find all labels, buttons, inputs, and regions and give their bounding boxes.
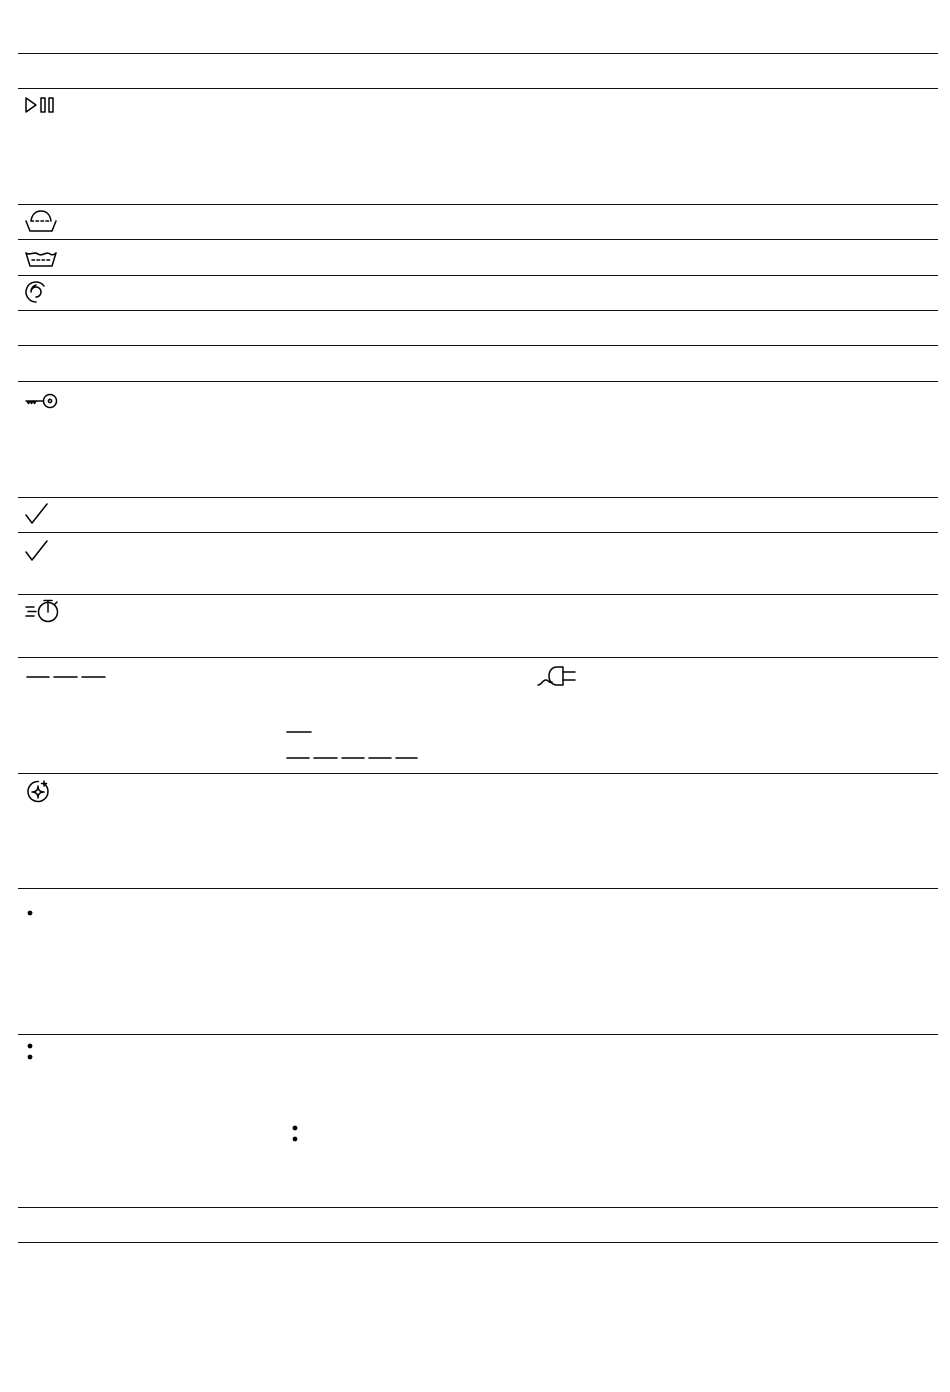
table-row-divider xyxy=(18,773,938,774)
table-row-divider xyxy=(18,381,938,382)
table-row-divider xyxy=(18,1207,938,1208)
single-dot-indicator xyxy=(27,910,33,916)
five-dashes-indicator xyxy=(286,756,418,760)
single-dash-indicator xyxy=(286,730,312,734)
table-row-divider xyxy=(18,88,938,89)
table-row-divider xyxy=(18,275,938,276)
child-lock-key-icon xyxy=(25,393,59,409)
table-row-divider xyxy=(18,888,938,889)
wash-icon xyxy=(25,251,57,267)
three-dashes-indicator xyxy=(26,675,106,679)
power-plug-icon xyxy=(537,665,579,687)
quick-timer-icon xyxy=(25,599,61,623)
table-row-divider xyxy=(18,310,938,311)
spin-icon xyxy=(25,281,47,303)
table-row-divider xyxy=(18,594,938,595)
colon-dots-indicator xyxy=(292,1125,298,1143)
colon-dots-indicator xyxy=(27,1043,33,1061)
start-pause-icon xyxy=(25,96,57,114)
table-bottom-rule xyxy=(18,1242,938,1243)
table-row-divider xyxy=(18,1034,938,1035)
checkmark-icon xyxy=(25,503,49,525)
prewash-icon xyxy=(25,210,57,232)
table-row-divider xyxy=(18,497,938,498)
table-row-divider xyxy=(18,239,938,240)
drum-clean-sparkle-icon xyxy=(25,780,51,804)
table-row-divider xyxy=(18,532,938,533)
table-top-rule xyxy=(18,53,938,54)
table-row-divider xyxy=(18,657,938,658)
checkmark-icon xyxy=(25,540,49,562)
table-row-divider xyxy=(18,345,938,346)
table-row-divider xyxy=(18,204,938,205)
